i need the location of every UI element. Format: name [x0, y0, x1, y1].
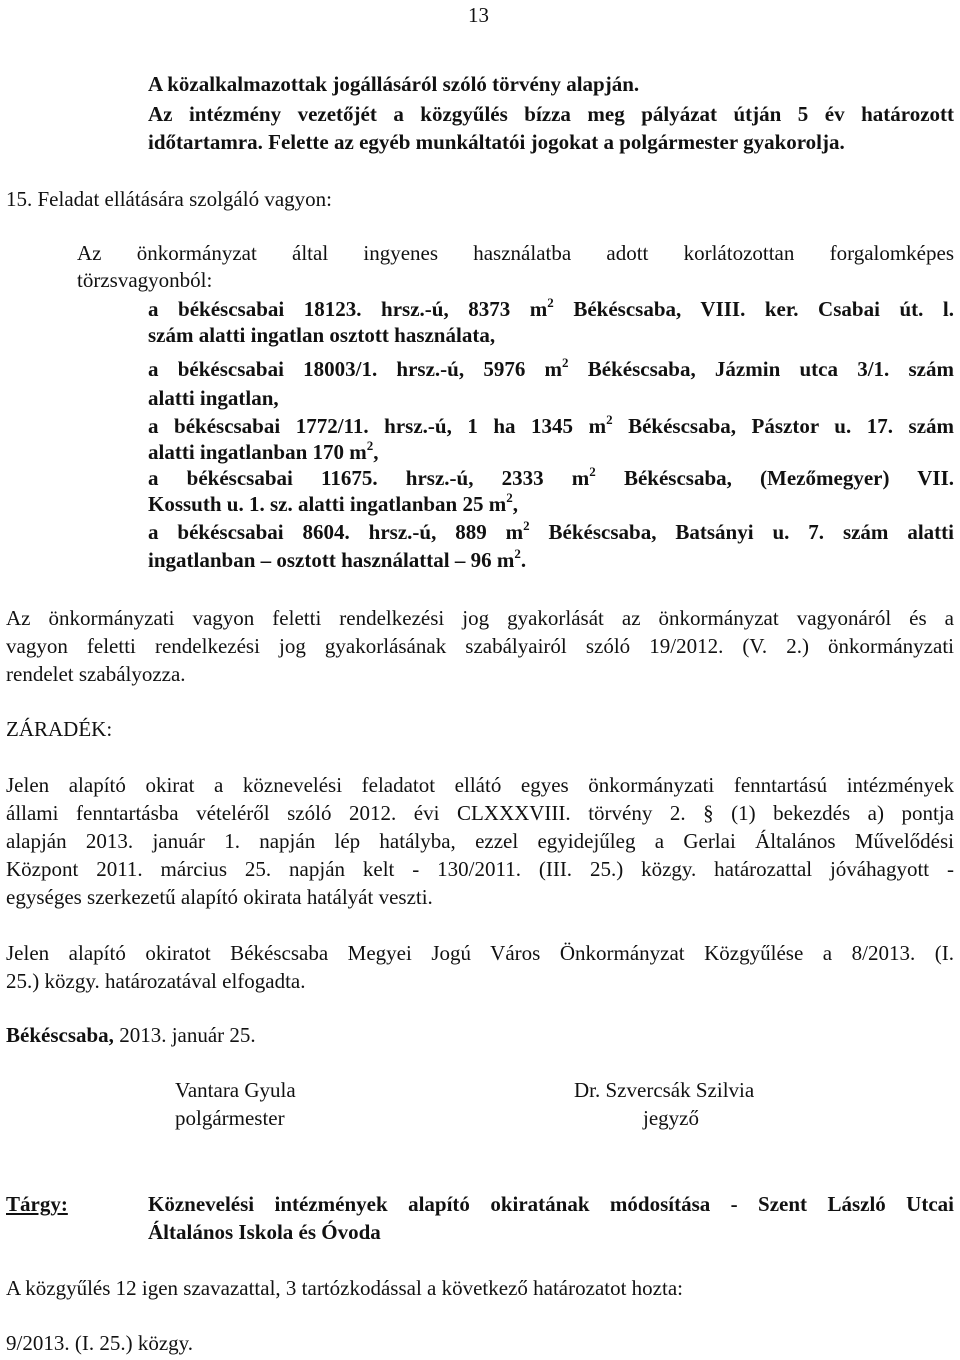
property-item: ingatlanban – osztott használattal – 96 $m^2$. — [148, 546, 527, 572]
body-paragraph: Az önkormányzati vagyon feletti rendelkezési jog gyakorlását az önkormányzat vagyonáról és a — [6, 606, 954, 630]
zaradek-heading: ZÁRADÉK: — [6, 717, 113, 741]
page-number: 13 — [468, 3, 489, 27]
intro-line: Az intézmény vezetőjét a közgyűlés bízza meg pályázat útján 5 év határozott — [148, 102, 954, 126]
intro-line: időtartamra. Felette az egyéb munkáltatói jogokat a polgármester gyakorolja. — [148, 130, 845, 154]
property-item: alatti ingatlanban 170 $m^2$, — [148, 438, 379, 464]
property-item: a békéscsabai 11675. hrsz.-ú, 2333 $m^2$ Békéscsaba, (Mezőmegyer) VII. — [148, 464, 954, 490]
subject-text: Köznevelési intézmények alapító okiratának módosítása - Szent László Utcai — [148, 1192, 954, 1216]
zaradek-paragraph: állami fenntartásba vételéről szóló 2012. évi CLXXXVIII. törvény 2. § (1) bekezdés a) pontja — [6, 801, 954, 825]
property-item: a békéscsabai 1772/11. hrsz.-ú, 1 ha 1345 $m^2$ Békéscsaba, Pásztor u. 17. szám — [148, 412, 955, 438]
section-paragraph: Az önkormányzat által ingyenes használatba adott korlátozottan forgalomképes — [77, 241, 954, 265]
signer-name-right: Dr. Szvercsák Szilvia — [574, 1078, 755, 1102]
property-item: a békéscsabai 18123. hrsz.-ú, 8373 $m^2$ Békéscsaba, VIII. ker. Csabai út. l. — [148, 295, 954, 321]
signer-title-right: jegyző — [643, 1106, 699, 1130]
section-paragraph: törzsvagyonból: — [77, 268, 213, 292]
property-item: szám alatti ingatlan osztott használata, — [148, 323, 496, 347]
property-item: a békéscsabai 18003/1. hrsz.-ú, 5976 $m^2$ Békéscsaba, Jázmin utca 3/1. szám — [148, 355, 954, 381]
section-heading: 15. Feladat ellátására szolgáló vagyon: — [6, 187, 332, 211]
body-paragraph: vagyon feletti rendelkezési jog gyakorlásának szabályairól szóló 19/2012. (V. 2.) önkormányzati — [6, 634, 954, 658]
place-date: Békéscsaba, 2013. január 25. — [6, 1023, 256, 1047]
signer-name-left: Vantara Gyula — [175, 1078, 296, 1102]
signer-title-left: polgármester — [175, 1106, 285, 1130]
body-paragraph: rendelet szabályozza. — [6, 662, 186, 686]
resolution-id: 9/2013. (I. 25.) közgy. — [6, 1331, 194, 1355]
subject-text: Általános Iskola és Óvoda — [148, 1220, 381, 1244]
property-item: alatti ingatlan, — [148, 386, 279, 410]
zaradek-paragraph: Jelen alapító okirat a köznevelési feladatot ellátó egyes önkormányzati fenntartású intézmények — [6, 773, 954, 797]
property-item: Kossuth u. 1. sz. alatti ingatlanban 25 $m^2$, — [148, 490, 518, 516]
zaradek-paragraph: egységes szerkezetű alapító okirata hatályát veszti. — [6, 885, 433, 909]
zaradek-paragraph: Központ 2011. március 25. napján kelt - 130/2011. (III. 25.) közgy. határozattal jóváhagyott - — [6, 857, 954, 881]
subject-label: Tárgy: — [6, 1192, 68, 1216]
zaradek-paragraph: alapján 2013. január 1. napján lép hatályba, ezzel egyidejűleg a Gerlai Általános Művelődési — [6, 829, 954, 853]
zaradek-paragraph: Jelen alapító okiratot Békéscsaba Megyei Jogú Város Önkormányzat Közgyűlése a 8/2013. (I. — [6, 941, 954, 965]
vote-statement: A közgyűlés 12 igen szavazattal, 3 tartózkodással a következő határozatot hozta: — [6, 1276, 683, 1300]
intro-line: A közalkalmazottak jogállásáról szóló törvény alapján. — [148, 72, 640, 96]
zaradek-paragraph: 25.) közgy. határozatával elfogadta. — [6, 969, 306, 993]
property-item: a békéscsabai 8604. hrsz.-ú, 889 $m^2$ Békéscsaba, Batsányi u. 7. szám alatti — [148, 518, 954, 544]
